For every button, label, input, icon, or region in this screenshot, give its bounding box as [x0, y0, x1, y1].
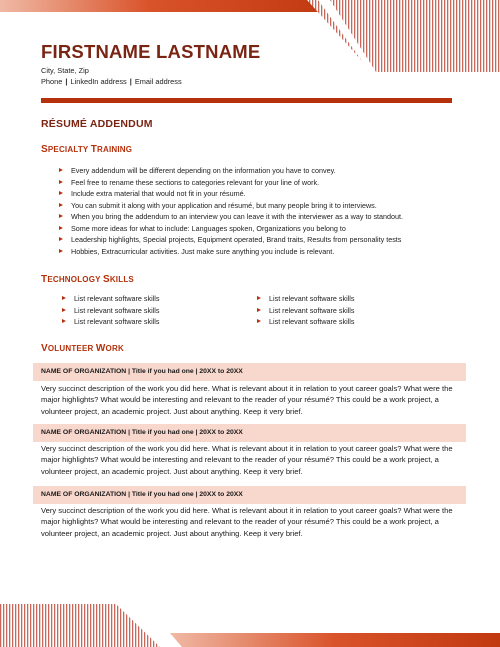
specialty-training-heading: SPECIALTY TRAINING — [41, 144, 133, 155]
arrow-bullet-icon — [59, 180, 63, 184]
list-item: List relevant software skills — [62, 305, 159, 317]
specialty-training-list — [59, 165, 403, 257]
phone: Phone — [41, 76, 63, 86]
entry-description: Very succinct description of the work you did here. What is relevant about it in relation to yout career goals? What were the major highlights? What would be interesting and relevant to the reader of your résumé? This could be a work project, a volunteer project, an academic project. Just about anything. Keep it very brief. — [41, 384, 453, 416]
list-item: Feel free to rename these sections to categories relevant for your line of work. — [59, 177, 403, 189]
list-item: List relevant software skills — [62, 293, 159, 305]
address: City, State, Zip — [41, 66, 89, 75]
contact-line — [41, 77, 260, 88]
list-item: Include extra material that would not fit in your résumé. — [59, 188, 403, 200]
list-item: Some more ideas for what to include: Languages spoken, Organizations you belong to — [59, 223, 403, 235]
technology-skills-right-list — [257, 293, 354, 328]
list-item: Leadership highlights, Special projects, Equipment operated, Brand traits, Results from personality tests — [59, 234, 403, 246]
arrow-bullet-icon — [59, 249, 63, 253]
arrow-bullet-icon — [257, 308, 261, 312]
list-item: Hobbies, Extracurricular activities. Just make sure anything you include is relevant. — [59, 246, 403, 258]
separator: | — [65, 76, 68, 86]
list-item: When you bring the addendum to an interview you can leave it with the interviewer as a way to standout. — [59, 211, 403, 223]
full-name: FIRSTNAME LASTNAME — [41, 41, 261, 62]
arrow-bullet-icon — [62, 296, 66, 300]
resume-header — [41, 41, 260, 87]
arrow-bullet-icon — [257, 319, 261, 323]
entry-heading-bar — [33, 486, 466, 504]
arrow-bullet-icon — [59, 191, 63, 195]
entry-description: Very succinct description of the work you did here. What is relevant about it in relation to yout career goals? What were the major highlights? What would be interesting and relevant to the reader of your résumé? This could be a work project, a volunteer project, an academic project. Just about anything. Keep it very brief. — [41, 444, 453, 476]
bottom-decorative-band — [0, 602, 500, 647]
entry-heading: NAME OF ORGANIZATION | Title if you had one | 20XX to 20XX — [41, 429, 243, 436]
arrow-bullet-icon — [59, 214, 63, 218]
entry-heading-bar — [33, 363, 466, 381]
header-divider — [41, 98, 452, 103]
list-item: You can submit it along with your application and résumé, but many people bring it to interviews. — [59, 200, 403, 212]
volunteer-work-heading: VOLUNTEER WORK — [41, 343, 124, 354]
entry-description: Very succinct description of the work you did here. What is relevant about it in relation to yout career goals? What were the major highlights? What would be interesting and relevant to the reader of your résumé? This could be a work project, a volunteer project, an academic project. Just about anything. Keep it very brief. — [41, 506, 453, 538]
addendum-title: RÉSUMÉ ADDENDUM — [41, 118, 153, 130]
list-item: List relevant software skills — [62, 316, 159, 328]
list-item: List relevant software skills — [257, 316, 354, 328]
email: Email address — [134, 76, 182, 86]
entry-heading: NAME OF ORGANIZATION | Title if you had one | 20XX to 20XX — [41, 491, 243, 498]
arrow-bullet-icon — [62, 319, 66, 323]
list-item: Every addendum will be different depending on the information you have to convey. — [59, 165, 403, 177]
entry-heading-bar — [33, 424, 466, 442]
arrow-bullet-icon — [59, 226, 63, 230]
arrow-bullet-icon — [59, 168, 63, 172]
arrow-bullet-icon — [257, 296, 261, 300]
technology-skills-heading: TECHNOLOGY SKILLS — [41, 274, 134, 285]
separator: | — [129, 76, 132, 86]
technology-skills-left-list — [62, 293, 159, 328]
linkedin: LinkedIn address — [70, 76, 127, 86]
arrow-bullet-icon — [59, 203, 63, 207]
arrow-bullet-icon — [59, 237, 63, 241]
contact-info — [41, 66, 260, 87]
list-item: List relevant software skills — [257, 305, 354, 317]
entry-heading: NAME OF ORGANIZATION | Title if you had one | 20XX to 20XX — [41, 368, 243, 375]
list-item: List relevant software skills — [257, 293, 354, 305]
arrow-bullet-icon — [62, 308, 66, 312]
